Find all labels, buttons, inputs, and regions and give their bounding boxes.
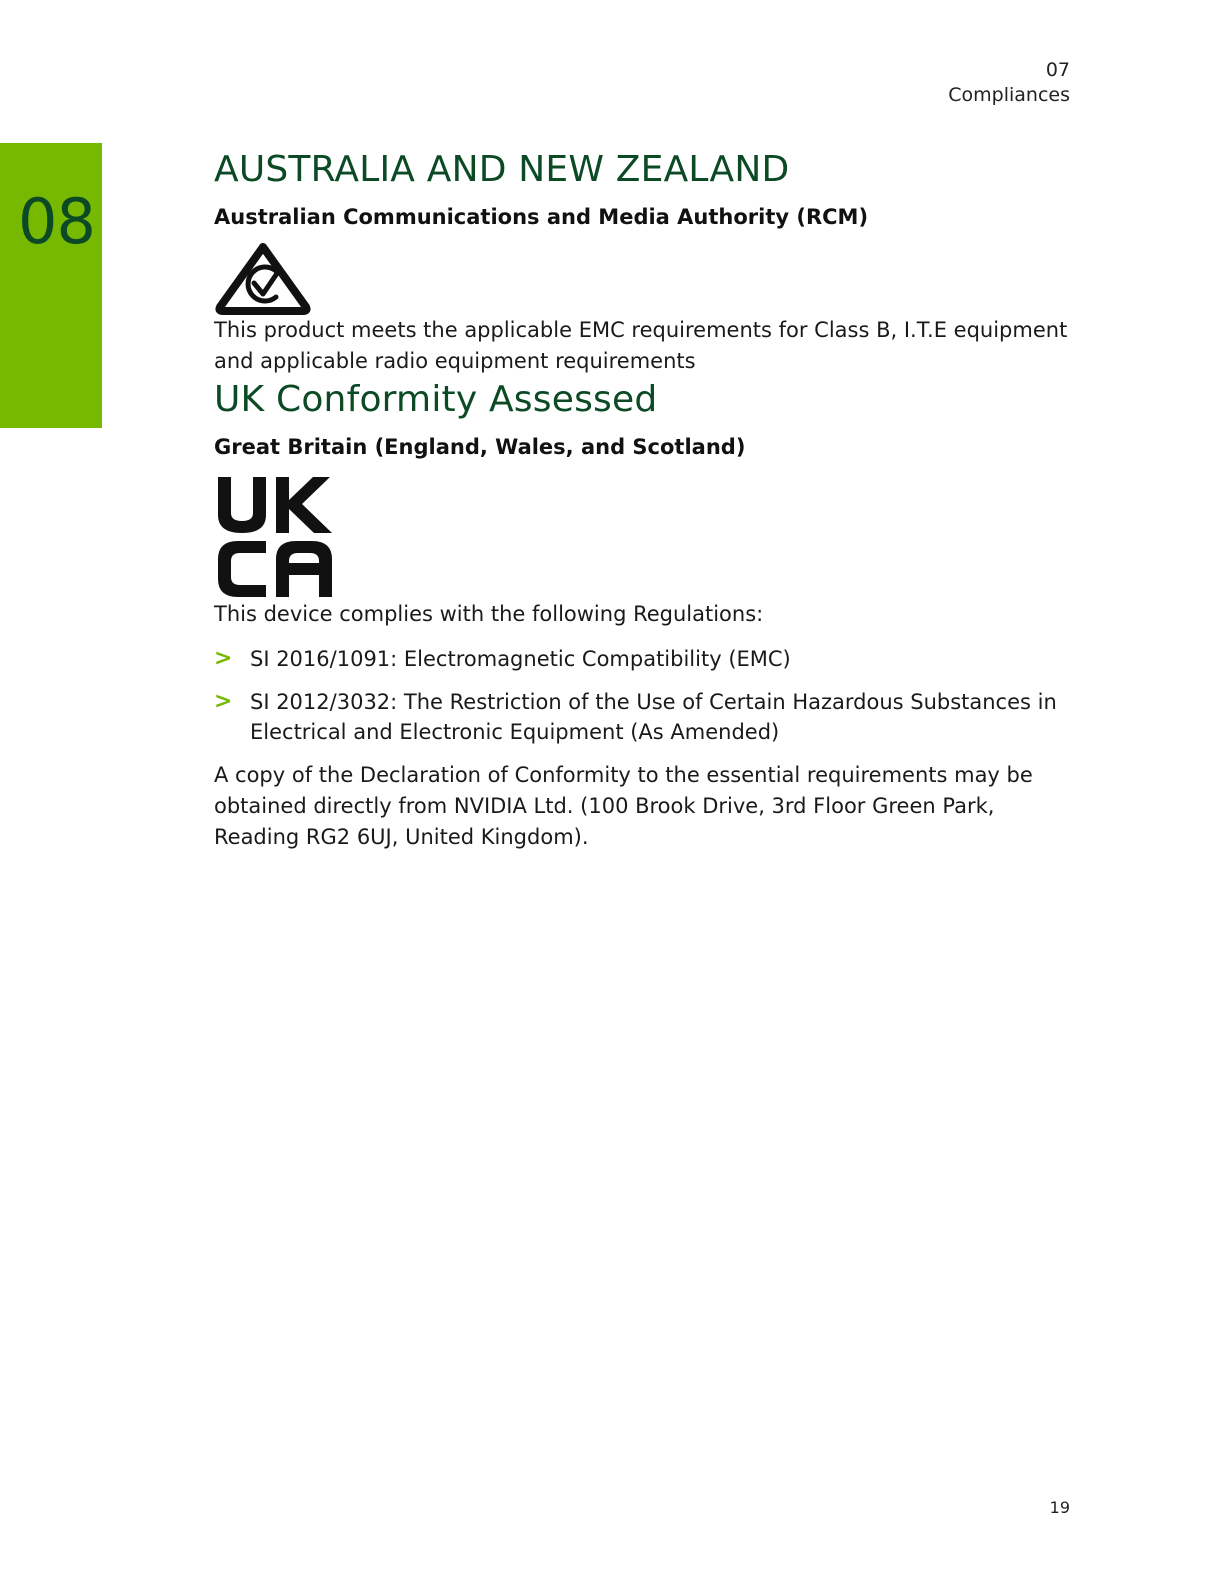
- list-item: [214, 644, 1074, 674]
- ukca-intro: This device complies with the following Regulations:: [214, 602, 764, 626]
- chevron-right-icon: >: [214, 689, 233, 714]
- chevron-right-icon: >: [214, 646, 233, 671]
- rcm-mark-icon: [214, 241, 312, 315]
- list-item: [214, 687, 1074, 747]
- uk-title: UK Conformity Assessed: [214, 379, 658, 420]
- header-chapter-ref: 07: [1045, 59, 1070, 81]
- page-number: 19: [1049, 1498, 1070, 1517]
- header-chapter-name: Compliances: [948, 84, 1070, 106]
- australia-title: AUSTRALIA AND NEW ZEALAND: [214, 149, 790, 190]
- australia-section: [214, 147, 1074, 377]
- uk-section: [214, 377, 1074, 853]
- running-header: [948, 58, 1070, 108]
- uk-subheading: Great Britain (England, Wales, and Scotland): [214, 435, 746, 459]
- regulations-list: [214, 644, 1074, 747]
- rcm-subheading: Australian Communications and Media Authority (RCM): [214, 205, 869, 229]
- regulation-text: SI 2016/1091: Electromagnetic Compatibility (EMC): [250, 647, 791, 671]
- chapter-number: 08: [18, 185, 95, 258]
- declaration-text: A copy of the Declaration of Conformity to the essential requirements may be obtained directly from NVIDIA Ltd. (100 Brook Drive, 3rd Floor Green Park, Reading RG2 6UJ, United Kingdom).: [214, 763, 1033, 849]
- rcm-description: This product meets the applicable EMC requirements for Class B, I.T.E equipment and applicable radio equipment requirements: [214, 318, 1068, 373]
- regulation-text: SI 2012/3032: The Restriction of the Use of Certain Hazardous Substances in Electrical and Electronic Equipment (As Amended): [250, 690, 1057, 744]
- page-content: [214, 147, 1074, 853]
- ukca-mark-icon: [214, 475, 338, 599]
